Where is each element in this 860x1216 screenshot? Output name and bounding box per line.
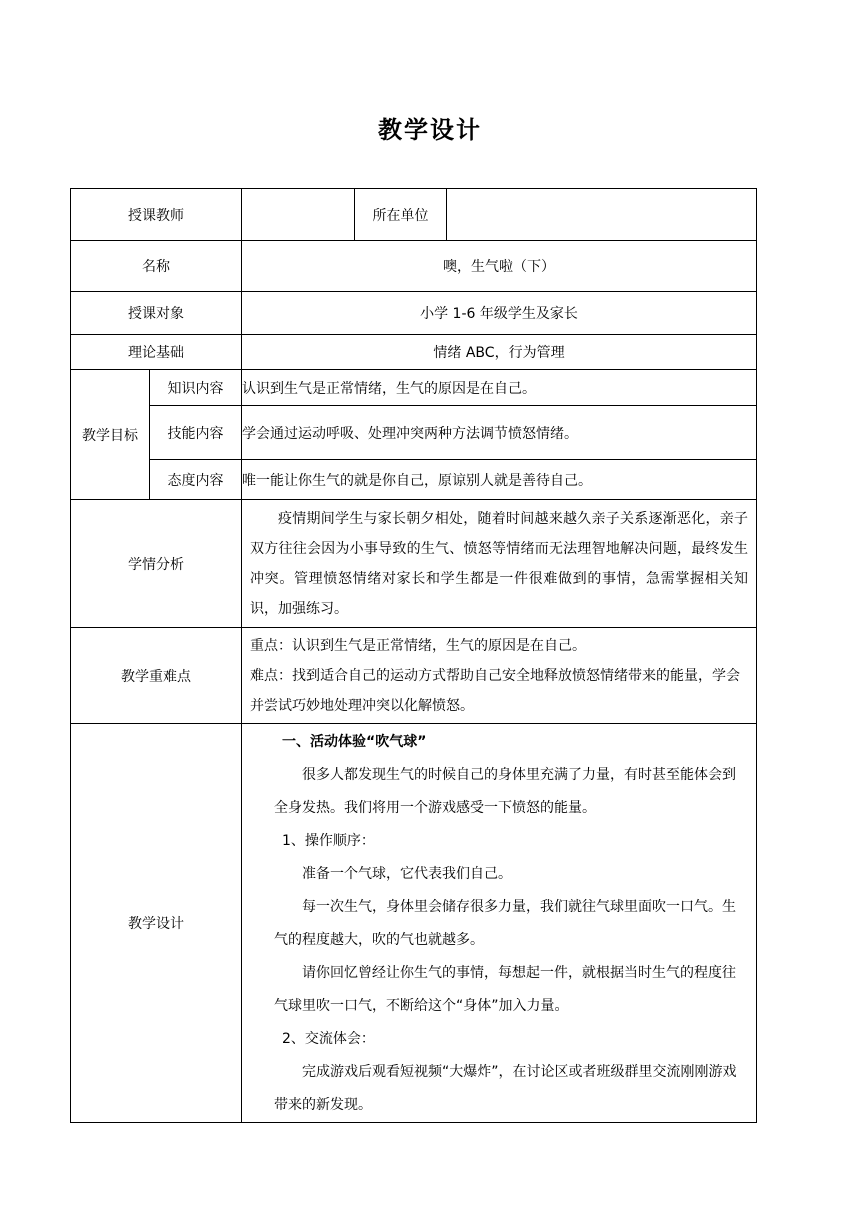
teacher-label: 授课教师 [71, 189, 242, 241]
keypoints-label: 教学重难点 [71, 628, 242, 724]
goal-label-skill: 技能内容 [150, 406, 242, 460]
audience-label: 授课对象 [71, 292, 242, 335]
design-content [242, 724, 756, 1122]
analysis-label: 学情分析 [71, 500, 242, 628]
analysis-cell [242, 500, 757, 628]
design-step2-title: 2、交流体会： [282, 1031, 375, 1047]
keypoints-cell [242, 628, 757, 724]
keypoint-focus: 重点：认识到生气是正常情绪，生气的原因是在自己。 [250, 637, 586, 654]
design-intro: 很多人都发现生气的时候自己的身体里充满了力量，有时甚至能体会到全身发热。我们将用一个游戏感受一下愤怒的能量。 [274, 767, 736, 816]
document-title: 教学设计 [378, 116, 482, 144]
design-step1-title: 1、操作顺序： [282, 833, 375, 849]
unit-value[interactable] [447, 189, 757, 241]
theory-value: 情绪 ABC，行为管理 [242, 335, 757, 370]
goal-row [71, 370, 757, 406]
goal-row [71, 406, 757, 460]
goal-row [71, 460, 757, 500]
analysis-row [71, 500, 757, 628]
teacher-row [71, 189, 757, 241]
audience-row [71, 292, 757, 335]
theory-label: 理论基础 [71, 335, 242, 370]
goal-label-attitude: 态度内容 [150, 460, 242, 500]
goal-value-attitude: 唯一能让你生气的就是你自己，原谅别人就是善待自己。 [242, 460, 757, 500]
goals-label: 教学目标 [71, 370, 150, 500]
analysis-text: 疫情期间学生与家长朝夕相处，随着时间越来越久亲子关系逐渐恶化，亲子双方往往会因为小事导致的生气、愤怒等情绪而无法理智地解决问题，最终发生冲突。管理愤怒情绪对家长和学生都是一件很难做到的事情，急需掌握相关知识，加强练习。 [250, 510, 748, 617]
name-label: 名称 [71, 241, 242, 292]
lesson-plan-table [70, 188, 757, 1123]
design-heading: 一、活动体验“吹气球” [282, 734, 427, 750]
theory-row [71, 335, 757, 370]
design-row [71, 724, 757, 1123]
name-value: 噢，生气啦（下） [242, 241, 757, 292]
design-label: 教学设计 [71, 724, 242, 1123]
name-row [71, 241, 757, 292]
unit-label: 所在单位 [355, 189, 447, 241]
keypoint-difficulty: 难点：找到适合自己的运动方式帮助自己安全地释放愤怒情绪带来的能量，学会并尝试巧妙地处理冲突以化解愤怒。 [250, 667, 740, 714]
goal-label-knowledge: 知识内容 [150, 370, 242, 406]
keypoints-row [71, 628, 757, 724]
audience-value: 小学 1-6 年级学生及家长 [242, 292, 757, 335]
goal-value-skill: 学会通过运动呼吸、处理冲突两种方法调节愤怒情绪。 [242, 406, 757, 460]
design-step1-p1: 准备一个气球，它代表我们自己。 [302, 866, 512, 882]
design-step2-p1: 完成游戏后观看短视频“大爆炸”，在讨论区或者班级群里交流刚刚游戏带来的新发现。 [274, 1064, 737, 1113]
goal-value-knowledge: 认识到生气是正常情绪，生气的原因是在自己。 [242, 370, 757, 406]
teacher-value[interactable] [242, 189, 355, 241]
design-step1-p2: 每一次生气，身体里会储存很多力量，我们就往气球里面吹一口气。生气的程度越大，吹的气也就越多。 [274, 899, 736, 948]
design-step1-p3: 请你回忆曾经让你生气的事情，每想起一件，就根据当时生气的程度往气球里吹一口气，不断给这个“身体”加入力量。 [274, 965, 736, 1014]
design-cell [242, 724, 757, 1123]
